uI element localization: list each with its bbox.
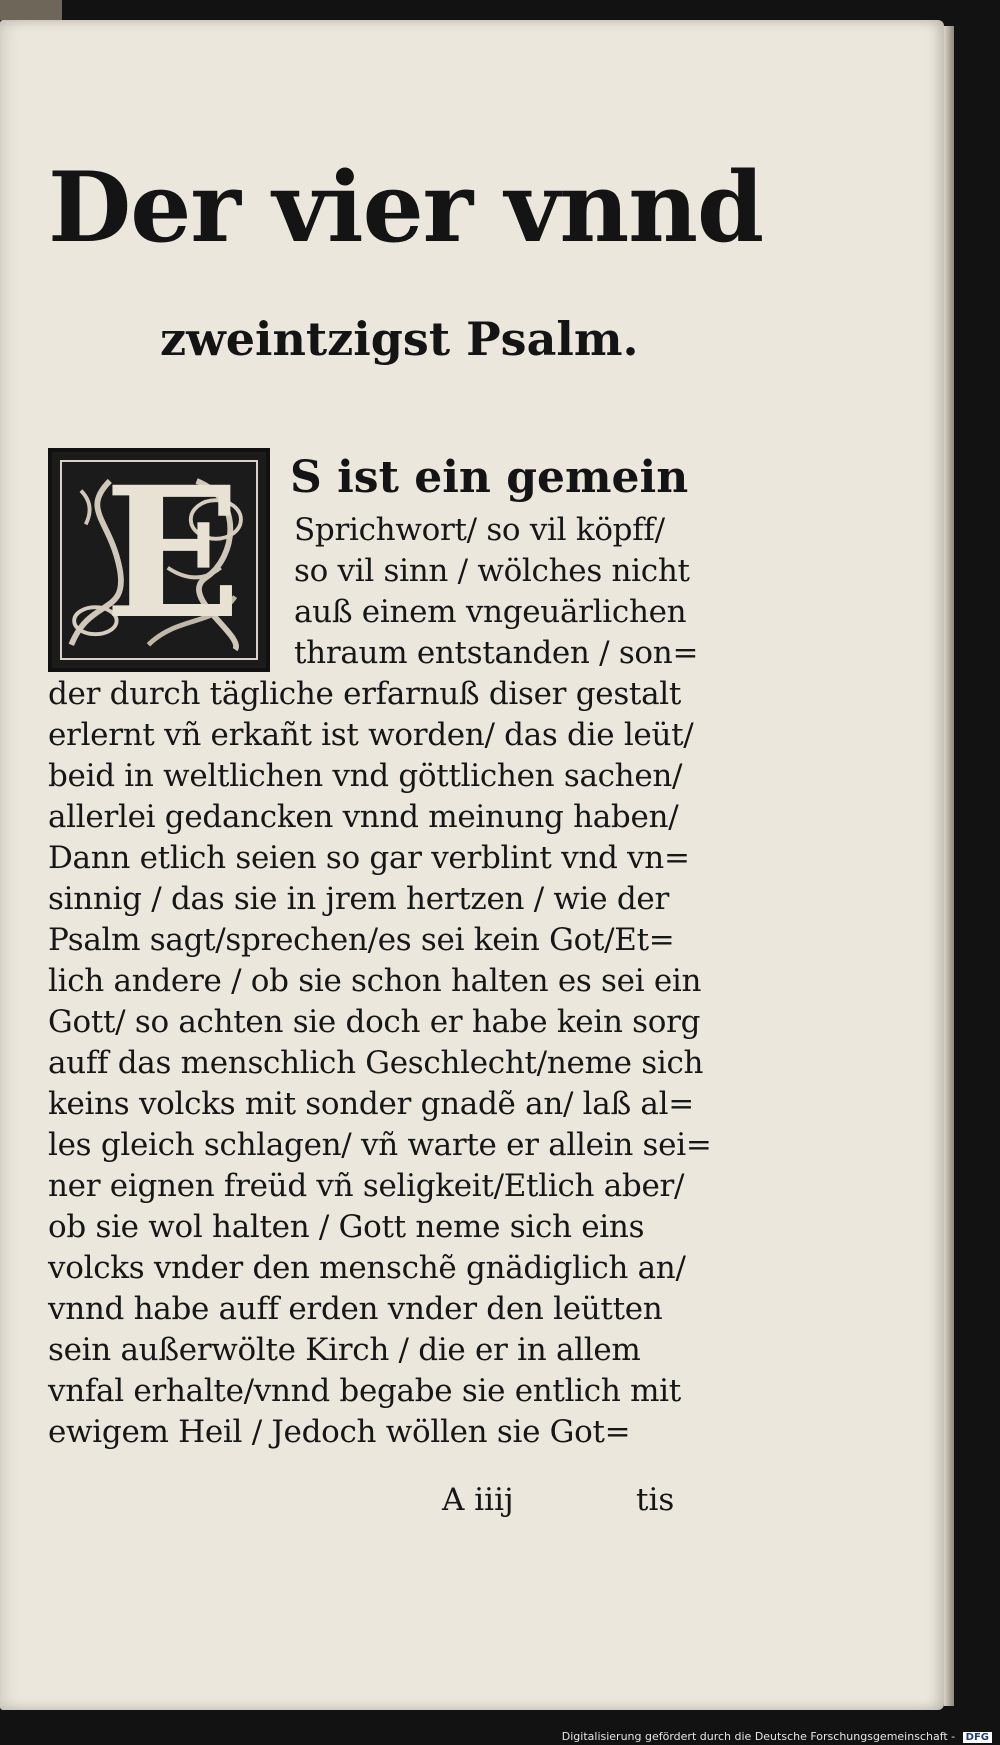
text-line: Gott/ so achten sie doch er habe kein sorg bbox=[48, 1004, 701, 1040]
text-line: sinnig / das sie in jrem hertzen / wie der bbox=[48, 881, 669, 917]
book-page bbox=[0, 20, 944, 1710]
psalm-subtitle: zweintzigst Psalm. bbox=[160, 312, 639, 366]
text-line: erlernt vñ erkañt ist worden/ das die leüt/ bbox=[48, 717, 694, 753]
dfg-logo: DFG bbox=[963, 1732, 992, 1743]
text-line: so vil sinn / wölches nicht bbox=[294, 553, 690, 589]
decorated-initial bbox=[48, 448, 270, 672]
text-line: Dann etlich seien so gar verblint vnd vn= bbox=[48, 840, 690, 876]
text-line: allerlei gedancken vnnd meinung haben/ bbox=[48, 799, 679, 835]
text-line: auff das menschlich Geschlecht/neme sich bbox=[48, 1045, 704, 1081]
text-line: volcks vnder den menschẽ gnädiglich an/ bbox=[48, 1250, 686, 1286]
psalm-title: Der vier vnnd bbox=[48, 151, 764, 264]
text-line: Psalm sagt/sprechen/es sei kein Got/Et= bbox=[48, 922, 675, 958]
text-line: ob sie wol halten / Gott neme sich eins bbox=[48, 1209, 645, 1245]
text-first-line: S ist ein gemein bbox=[290, 452, 689, 503]
text-line: beid in weltlichen vnd göttlichen sachen/ bbox=[48, 758, 683, 794]
book-spine bbox=[0, 0, 62, 20]
text-line: auß einem vngeuärlichen bbox=[294, 594, 687, 630]
text-line: der durch tägliche erfarnuß diser gestalt bbox=[48, 676, 682, 712]
text-line: sein außerwölte Kirch / die er in allem bbox=[48, 1332, 641, 1368]
text-line: vnnd habe auff erden vnder den leütten bbox=[48, 1291, 663, 1327]
page-edge bbox=[944, 26, 954, 1706]
text-line: vnfal erhalte/vnnd begabe sie entlich mit bbox=[48, 1373, 681, 1409]
text-line: ner eignen freüd vñ seligkeit/Etlich aber/ bbox=[48, 1168, 685, 1204]
text-line: les gleich schlagen/ vñ warte er allein sei= bbox=[48, 1127, 712, 1163]
text-line: thraum entstanden / son= bbox=[294, 635, 699, 671]
text-line: ewigem Heil / Jedoch wöllen sie Got= bbox=[48, 1414, 631, 1450]
text-line: lich andere / ob sie schon halten es sei ein bbox=[48, 963, 702, 999]
catchword: tis bbox=[636, 1482, 675, 1518]
text-line: keins volcks mit sonder gnadẽ an/ laß al= bbox=[48, 1086, 694, 1122]
signature-mark: A iiij bbox=[442, 1482, 514, 1518]
credit-text: Digitalisierung gefördert durch die Deutsche Forschungsgemeinschaft - bbox=[561, 1730, 956, 1743]
initial-letter: E bbox=[104, 448, 242, 659]
digitization-credit bbox=[562, 1730, 992, 1743]
text-line: Sprichwort/ so vil köpff/ bbox=[294, 512, 665, 548]
